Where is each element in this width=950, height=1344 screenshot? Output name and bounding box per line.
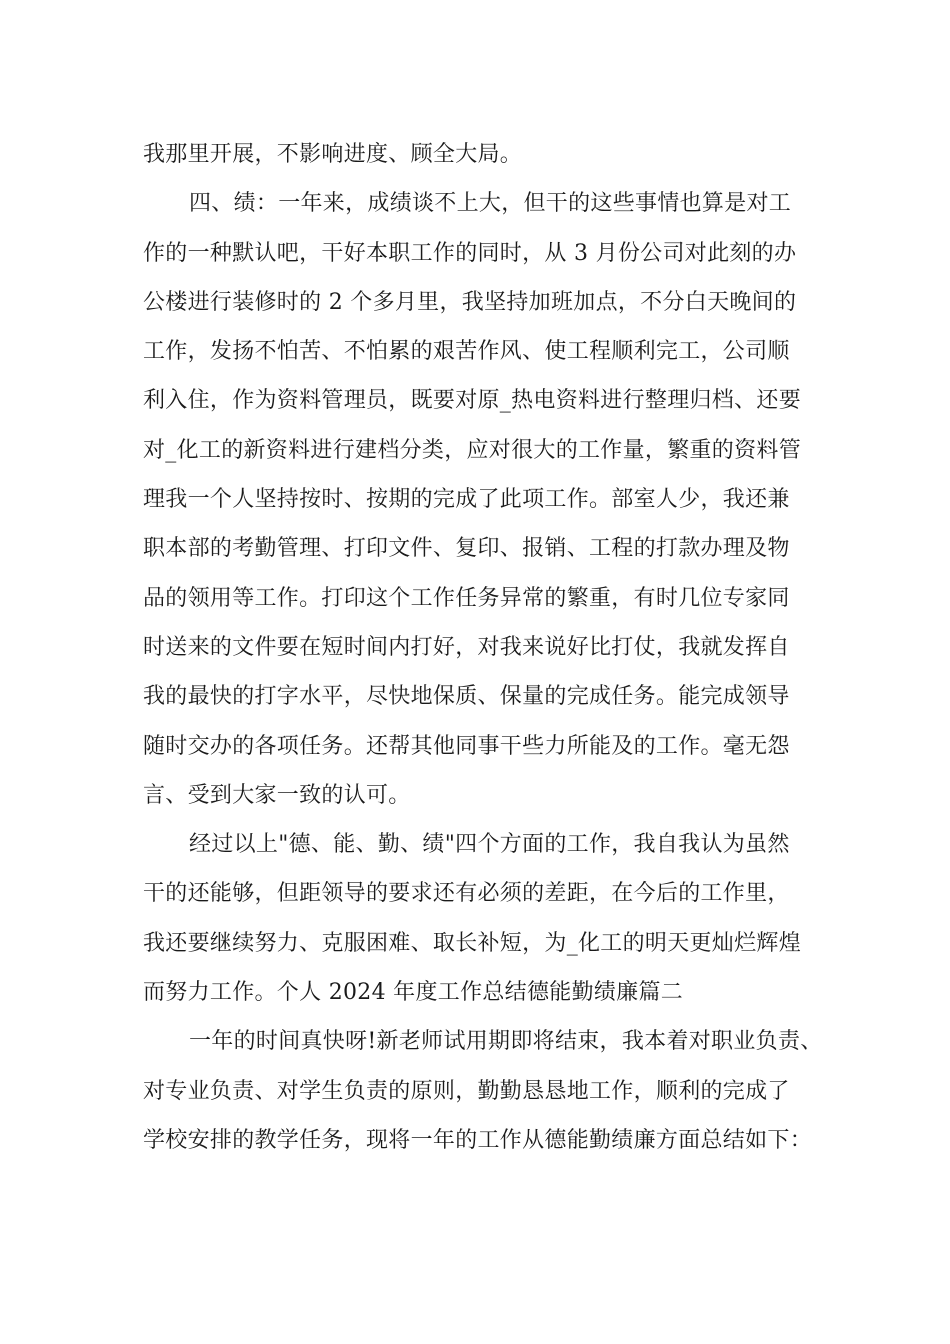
text-line: 随时交办的各项任务。还帮其他同事干些力所能及的工作。毫无怨 [143, 733, 790, 759]
text-line: 干的还能够，但距领导的要求还有必须的差距，在今后的工作里， [143, 881, 790, 907]
text-line: 工作，发扬不怕苦、不怕累的艰苦作风、使工程顺利完工，公司顺 [143, 339, 790, 365]
text-line: 四、绩：一年来，成绩谈不上大，但干的这些事情也算是对工 [189, 191, 792, 217]
text-line: 职本部的考勤管理、打印文件、复印、报销、工程的打款办理及物 [143, 536, 790, 562]
text-line: 而努力工作。个人 2024 年度工作总结德能勤绩廉篇二 [143, 980, 684, 1006]
text-line: 理我一个人坚持按时、按期的完成了此项工作。部室人少，我还兼 [143, 487, 790, 513]
text-line: 公楼进行装修时的 2 个多月里，我坚持加班加点，不分白天晚间的 [143, 289, 797, 315]
text-line: 对专业负责、对学生负责的原则，勤勤恳恳地工作，顺利的完成了 [143, 1078, 790, 1104]
text-line: 我那里开展，不影响进度、顾全大局。 [143, 142, 523, 167]
text-line: 经过以上"德、能、勤、绩"四个方面的工作，我自我认为虽然 [189, 832, 790, 858]
text-line: 一年的时间真快呀!新老师试用期即将结束，我本着对职业负责、 [189, 1029, 823, 1055]
text-line: 言、受到大家一致的认可。 [143, 782, 411, 808]
text-line: 品的领用等工作。打印这个工作任务异常的繁重，有时几位专家同 [143, 585, 790, 611]
text-line: 作的一种默认吧，干好本职工作的同时，从 3 月份公司对此刻的办 [143, 240, 797, 266]
text-line: 我的最快的打字水平，尽快地保质、保量的完成任务。能完成领导 [143, 684, 790, 710]
text-line: 利入住，作为资料管理员，既要对原_热电资料进行整理归档、还要 [143, 388, 802, 414]
text-line: 学校安排的教学任务，现将一年的工作从德能勤绩廉方面总结如下： [143, 1127, 813, 1153]
text-line: 时送来的文件要在短时间内打好，对我来说好比打仗，我就发挥自 [143, 634, 790, 660]
document-body [143, 130, 843, 1165]
text-line: 我还要继续努力、克服困难、取长补短，为_化工的明天更灿烂辉煌 [143, 930, 802, 956]
text-line: 对_化工的新资料进行建档分类，应对很大的工作量，繁重的资料管 [143, 437, 802, 463]
